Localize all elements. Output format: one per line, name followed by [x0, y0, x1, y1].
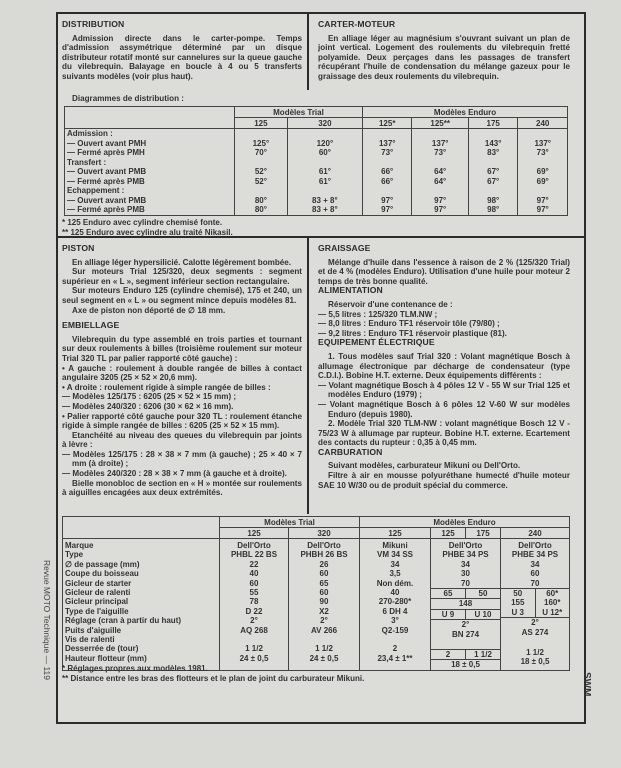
carb-cell: VM 34 SS — [376, 550, 413, 560]
piston-title: PISTON — [62, 243, 95, 253]
carb-col-enduro-125-175 — [431, 539, 501, 671]
carb-footnote: ** Distance entre les bras des flotteurs et le plan de joint du carburateur Mikuni. — [62, 673, 365, 683]
timing-cell: 83 + 8° — [287, 196, 362, 206]
timing-row — [65, 139, 568, 149]
carb-cell: PHBE 34 PS — [442, 550, 489, 560]
carb-col-trial-320 — [289, 539, 360, 671]
column-divider — [307, 12, 309, 90]
carb-cell — [291, 635, 357, 644]
carb-cell: 26 — [319, 559, 329, 569]
carburation-paragraph: Filtre à air en mousse polyuréthane humecté d'huile moteur SAE 10 W/30 ou de produit spécial du commerce. — [318, 471, 570, 490]
timing-row — [65, 177, 568, 187]
carb-cell: 60 — [530, 569, 540, 579]
carb-cell: U 12* — [542, 607, 563, 617]
timing-cell — [287, 186, 362, 196]
timing-cell: 61° — [287, 177, 362, 187]
timing-cell — [235, 186, 288, 196]
carb-cell: 24 ± 0,5 — [309, 653, 339, 663]
timing-row-label: — Ouvert avant PMB — [65, 167, 235, 177]
carb-cell: 1 1/2 — [526, 648, 544, 658]
embiellage-dash: — Modèles 240/320 : 28 × 38 × 7 mm (à gauche et à droite). — [62, 469, 287, 479]
timing-row — [65, 167, 568, 177]
timing-cell: 67° — [468, 177, 518, 187]
timing-row — [65, 186, 568, 196]
carb-cell: 148 — [431, 598, 500, 608]
timing-cell — [235, 158, 288, 168]
carb-cell: 2° — [320, 616, 328, 626]
carb-cell: 24 ± 0,5 — [239, 653, 269, 663]
piston-paragraph: En alliage léger hypersilicié. Calotte légèrement bombée. — [72, 257, 292, 267]
piston-paragraph: Sur moteurs Trial 125/320, deux segments : segment supérieur en « L », segment inférieur section rectangulaire. — [62, 267, 302, 286]
carb-cell: 18 ± 0,5 — [520, 657, 550, 667]
timing-cell — [362, 129, 412, 139]
timing-cell: 61° — [287, 167, 362, 177]
embiellage-paragraph: Vilebrequin du type assemblé en trois parties et tournant sur deux roulements à billes (troisième roulement sur moteur Trial 320 TL par palier rapporté côté gauche) : — [62, 334, 302, 363]
carb-cell: 50 — [501, 589, 536, 598]
carb-group-trial: Modèles Trial — [220, 517, 360, 528]
timing-cell — [362, 158, 412, 168]
timing-row-label: — Ouvert avant PMB — [65, 196, 235, 206]
carb-cell: 6 DH 4 — [382, 606, 408, 616]
carter-text: En alliage léger au magnésium s'ouvrant suivant un plan de joint vertical. Logement des roulements du vilebrequin fretté polyamide. Deux perçages dans les passages de transfert récupérant l'huile de condensation du mélange gazeux pour le graissage des deux roulements du vilebrequin. — [318, 33, 570, 81]
carb-col-header: 125 — [360, 528, 431, 539]
carb-cell: 60 — [249, 578, 259, 588]
timing-cell: 125° — [235, 139, 288, 149]
timing-footnote: ** 125 Enduro avec cylindre alu traité Nikasil. — [62, 227, 233, 237]
carb-cell: 34 — [461, 559, 470, 569]
timing-cell — [287, 158, 362, 168]
graissage-text: Mélange d'huile dans l'essence à raison de 2 % (125/320 Trial) et de 4 % (modèles Enduro). Utilisation d'une huile pour moteur 2 temps de très bonne qualité. — [318, 257, 570, 286]
carb-cell: PHBL 22 BS — [230, 550, 278, 560]
carb-cell: 70 — [530, 578, 540, 588]
timing-row-label: Echappement : — [65, 186, 235, 196]
timing-cell: 97° — [362, 196, 412, 206]
timing-cell: 97° — [362, 205, 412, 215]
timing-cell: 70° — [235, 148, 288, 158]
carb-group-enduro: Modèles Enduro — [360, 517, 570, 528]
distribution-title: DISTRIBUTION — [62, 19, 125, 29]
carb-cell: 50 — [478, 589, 488, 599]
carb-row-label: ∅ de passage (mm) — [65, 559, 140, 569]
timing-row-label: Admission : — [65, 129, 235, 139]
timing-group-enduro: Modèles Enduro — [362, 107, 567, 118]
carb-cell: 65 — [431, 589, 466, 598]
embiellage-bullet: • Palier rapporté côté gauche pour 320 TL : roulement étanche rigide à simple rangée de billes : 6205 (25 × 52 × 15 mm). — [62, 411, 302, 431]
carb-cell: 70 — [461, 578, 470, 588]
column-divider — [307, 238, 309, 514]
carb-cell: Dell'Orto — [448, 541, 483, 550]
timing-row-label: — Ouvert avant PMH — [65, 139, 235, 149]
carb-cell: 60 — [319, 569, 329, 579]
timing-row — [65, 196, 568, 206]
carb-cell: 270-280* — [378, 597, 412, 607]
timing-row — [65, 129, 568, 139]
piston-paragraph: Axe de piston non déporté de ∅ 18 mm. — [72, 305, 226, 315]
embiellage-paragraph: Bielle monobloc de section en « H » montée sur roulements à aiguilles encagées aux deux extrémités. — [62, 478, 302, 498]
carb-row-label: Hauteur flotteur (mm) — [65, 653, 147, 663]
carb-row-label: Coupe du boisseau — [65, 569, 139, 579]
carb-cell: 3° — [391, 616, 399, 626]
carb-row-label: Puits d'aiguille — [65, 625, 122, 635]
carb-cell: 18 ± 0,5 — [431, 659, 500, 669]
carb-cell: 1 1/2 — [245, 644, 263, 654]
carb-col-header: 320 — [289, 528, 360, 539]
timing-cell: 137° — [412, 139, 468, 149]
carb-cell: 30 — [461, 569, 470, 579]
timing-cell — [518, 129, 568, 139]
carb-cell: AV 266 — [310, 625, 338, 635]
brand-mark: SWM — [581, 672, 592, 697]
timing-cell — [468, 158, 518, 168]
carb-row-label: Type — [65, 550, 84, 560]
timing-cell — [468, 129, 518, 139]
timing-cell: 98° — [468, 196, 518, 206]
timing-col-header: 175 — [468, 118, 518, 129]
timing-col-header: 240 — [518, 118, 568, 129]
carb-cell — [222, 635, 286, 644]
carb-cell: PHBH 26 BS — [300, 550, 348, 560]
timing-cell — [412, 158, 468, 168]
carb-cell: AQ 268 — [240, 625, 268, 635]
carb-row-label: Desserrée de (tour) — [65, 644, 139, 654]
timing-cell — [235, 129, 288, 139]
carb-col-header: 125 — [431, 528, 466, 539]
section-divider — [56, 236, 586, 238]
timing-row-label: — Fermé après PMB — [65, 205, 235, 215]
timing-row — [65, 205, 568, 215]
carb-row-label: Marque — [65, 541, 94, 550]
timing-cell: 98° — [468, 205, 518, 215]
carb-cell: 3,5 — [389, 569, 401, 579]
timing-col-header: 125** — [412, 118, 468, 129]
timing-cell — [518, 186, 568, 196]
carb-cell: U 3 — [501, 608, 536, 617]
timing-cell — [412, 129, 468, 139]
alimentation-title: ALIMENTATION — [318, 285, 383, 296]
side-page-footer: Revue MOTO Technique — 119 — [42, 560, 52, 681]
equipement-paragraph: 1. Tous modèles sauf Trial 320 : Volant magnétique Bosch à allumage électronique par décharge de condensateur (type C.D.I.). Bobine H.T. externe. Deux équipements différents : — [318, 351, 570, 381]
section-carter — [318, 20, 570, 82]
embiellage-bullet: • A droite : roulement rigide à simple rangée de billes : — [62, 382, 271, 392]
carb-cell: 34 — [390, 559, 400, 569]
timing-cell: 97° — [412, 205, 468, 215]
carb-cell: Dell'Orto — [518, 541, 552, 550]
piston-paragraph: Sur moteurs Enduro 125 (cylindre chemisé), 175 et 240, un seul segment en « L » ou segment mince depuis modèles 81. — [62, 286, 302, 305]
equipement-dash: — Volant magnétique Bosch à 6 pôles 12 V-60 W sur modèles Enduro (depuis 1980). — [318, 399, 570, 419]
carb-cell: 2° — [250, 616, 258, 626]
timing-row-label: — Fermé après PMB — [65, 177, 235, 187]
timing-col-header: 125* — [362, 118, 412, 129]
timing-cell: 137° — [518, 139, 568, 149]
diagram-label: Diagrammes de distribution : — [72, 93, 184, 103]
embiellage-dash: — Modèles 125/175 : 6205 (25 × 52 × 15 mm) ; — [62, 392, 237, 402]
carb-row-label: Gicleur de starter — [65, 578, 132, 588]
timing-cell: 120° — [287, 139, 362, 149]
carb-cell: 78 — [249, 597, 259, 607]
carb-cell: 2° — [461, 620, 470, 630]
timing-cell: 60° — [287, 148, 362, 158]
carter-title: CARTER-MOTEUR — [318, 19, 396, 29]
carb-cell: 2 — [392, 644, 398, 654]
equipement-title: EQUIPEMENT ÉLECTRIQUE — [318, 337, 435, 348]
carb-row-label: Vis de ralenti — [65, 635, 115, 645]
carb-col-enduro-125 — [360, 539, 431, 671]
timing-cell — [468, 186, 518, 196]
timing-cell: 97° — [412, 196, 468, 206]
timing-col-header: 125 — [235, 118, 288, 129]
carb-cell: Dell'Orto — [307, 541, 341, 550]
distribution-text: Admission directe dans le carter-pompe. Temps d'admission assymétrique déterminé par un disque distributeur rotatif monté sur cannelures sur la queue gauche du vilebrequin. Balayage en boucle à 4 ou 5 transferts suivants modèles (voir plus haut). — [62, 33, 302, 81]
carb-cell: PHBE 34 PS — [511, 550, 559, 560]
equipement-dash: — Volant magnétique Bosch à 4 pôles 12 V - 55 W sur Trial 125 et modèles Enduro (1979) ; — [318, 380, 570, 400]
carb-col-enduro-240 — [501, 539, 570, 671]
timing-cell: 73° — [518, 148, 568, 158]
equipement-paragraph: 2. Modèle Trial 320 TLM-NW : volant magnétique Bosch 12 V - 75/23 W à allumage par rupteur. Bobine H.T. externe. Ecartement des contacts du rupteur : 0,35 à 0,45 mm. — [318, 419, 570, 448]
carb-cell: 160* — [544, 598, 561, 608]
carb-col-trial-125 — [220, 539, 289, 671]
alimentation-item: — 5,5 litres : 125/320 TLM.NW ; — [318, 309, 438, 319]
embiellage-bullet: • A gauche : roulement à double rangée de billes à contact angulaire 3205 (25 × 52 × 20,6 mm). — [62, 363, 302, 383]
embiellage-title: EMBIELLAGE — [62, 320, 120, 331]
timing-cell: 97° — [518, 196, 568, 206]
embiellage-dash: — Modèles 240/320 : 6206 (30 × 62 × 16 mm). — [62, 401, 234, 411]
timing-cell: 52° — [235, 177, 288, 187]
carb-cell: 1 1/2 — [315, 644, 333, 654]
carb-cell: 60* — [546, 589, 559, 599]
carb-footnotes — [62, 664, 364, 683]
timing-row-label: Transfert : — [65, 158, 235, 168]
carb-cell: 55 — [249, 588, 259, 598]
section-distribution — [62, 20, 302, 103]
timing-cell: 73° — [412, 148, 468, 158]
timing-col-header: 320 — [287, 118, 362, 129]
carb-col-header: 175 — [466, 528, 501, 539]
carb-col-header: 240 — [501, 528, 570, 539]
carb-table — [62, 516, 570, 671]
graissage-title: GRAISSAGE — [318, 243, 371, 253]
carb-cell: AS 274 — [521, 627, 549, 637]
carburation-title: CARBURATION — [318, 446, 383, 457]
carb-cell: BN 274 — [451, 629, 480, 639]
carb-row-label: Type de l'aiguille — [65, 606, 129, 616]
timing-cell: 52° — [235, 167, 288, 177]
carb-cell: 40 — [390, 588, 400, 598]
timing-footnote: * 125 Enduro avec cylindre chemisé fonte. — [62, 218, 223, 227]
carb-cell: 34 — [530, 559, 540, 569]
timing-row — [65, 148, 568, 158]
section-piston — [62, 244, 302, 498]
alimentation-intro: Réservoir d'une contenance de : — [328, 299, 453, 309]
carb-cell: 155 — [501, 598, 536, 607]
timing-cell: 66° — [362, 177, 412, 187]
carb-cell: X2 — [319, 606, 329, 616]
timing-cell: 80° — [235, 205, 288, 215]
carb-row-label: Réglage (cran à partir du haut) — [65, 616, 182, 626]
timing-cell: 64° — [412, 167, 468, 177]
alimentation-item: — 8,0 litres : Enduro TF1 réservoir tôle (79/80) ; — [318, 319, 500, 329]
carb-cell: 90 — [319, 597, 329, 607]
carb-cell: Non dém. — [376, 578, 414, 588]
timing-cell: 64° — [412, 177, 468, 187]
timing-cell: 66° — [362, 167, 412, 177]
timing-cell: 143° — [468, 139, 518, 149]
embiellage-paragraph: Etanchéité au niveau des queues du vilebrequin par joints à lèvre : — [62, 430, 302, 450]
carb-cell: Dell'Orto — [237, 541, 271, 550]
carb-footnote: * Réglages propres aux modèles 1981. — [62, 664, 208, 673]
carb-cell: U 9 — [431, 610, 466, 619]
carb-row-label: Gicleur de ralenti — [65, 588, 131, 598]
timing-cell — [362, 186, 412, 196]
timing-cell — [518, 158, 568, 168]
carb-cell: 65 — [319, 578, 329, 588]
timing-cell: 67° — [468, 167, 518, 177]
carb-cell: 2 — [431, 650, 466, 659]
carb-cell — [362, 635, 428, 644]
timing-cell: 137° — [362, 139, 412, 149]
carb-cell: 40 — [249, 569, 259, 579]
carb-row-label: Gicleur principal — [65, 597, 129, 607]
carb-cell: U 10 — [474, 609, 492, 619]
alimentation-item: — 9,2 litres : Enduro TF1 réservoir plastique (81). — [318, 328, 507, 338]
embiellage-dash: — Modèles 125/175 : 28 × 38 × 7 mm (à gauche) ; 25 × 40 × 7 mm (à droite) ; — [62, 449, 302, 469]
timing-cell: 97° — [518, 205, 568, 215]
carb-cell: 23,4 ± 1** — [377, 653, 413, 663]
carb-cell: 2° — [531, 618, 539, 628]
timing-table — [64, 106, 568, 216]
carb-cell: 60 — [319, 588, 329, 598]
carb-col-header: 125 — [220, 528, 289, 539]
section-right — [318, 244, 570, 490]
carb-cell: 22 — [249, 559, 259, 569]
carb-cell: Mikuni — [382, 541, 408, 550]
timing-group-trial: Modèles Trial — [235, 107, 363, 118]
timing-row-label: — Fermé après PMH — [65, 148, 235, 158]
timing-cell: 80° — [235, 196, 288, 206]
carb-cell: 1 1/2 — [474, 650, 492, 660]
timing-cell — [287, 129, 362, 139]
timing-cell: 69° — [518, 167, 568, 177]
timing-cell: 83 + 8° — [287, 205, 362, 215]
timing-cell: 73° — [362, 148, 412, 158]
carb-cell: Q2-159 — [381, 625, 409, 635]
timing-row — [65, 158, 568, 168]
timing-cell: 69° — [518, 177, 568, 187]
timing-cell — [412, 186, 468, 196]
timing-footnotes — [62, 218, 233, 237]
carb-cell: D 22 — [245, 606, 263, 616]
carburation-paragraph: Suivant modèles, carburateur Mikuni ou Dell'Orto. — [328, 461, 521, 471]
timing-cell: 83° — [468, 148, 518, 158]
carb-row-labels — [63, 539, 220, 671]
